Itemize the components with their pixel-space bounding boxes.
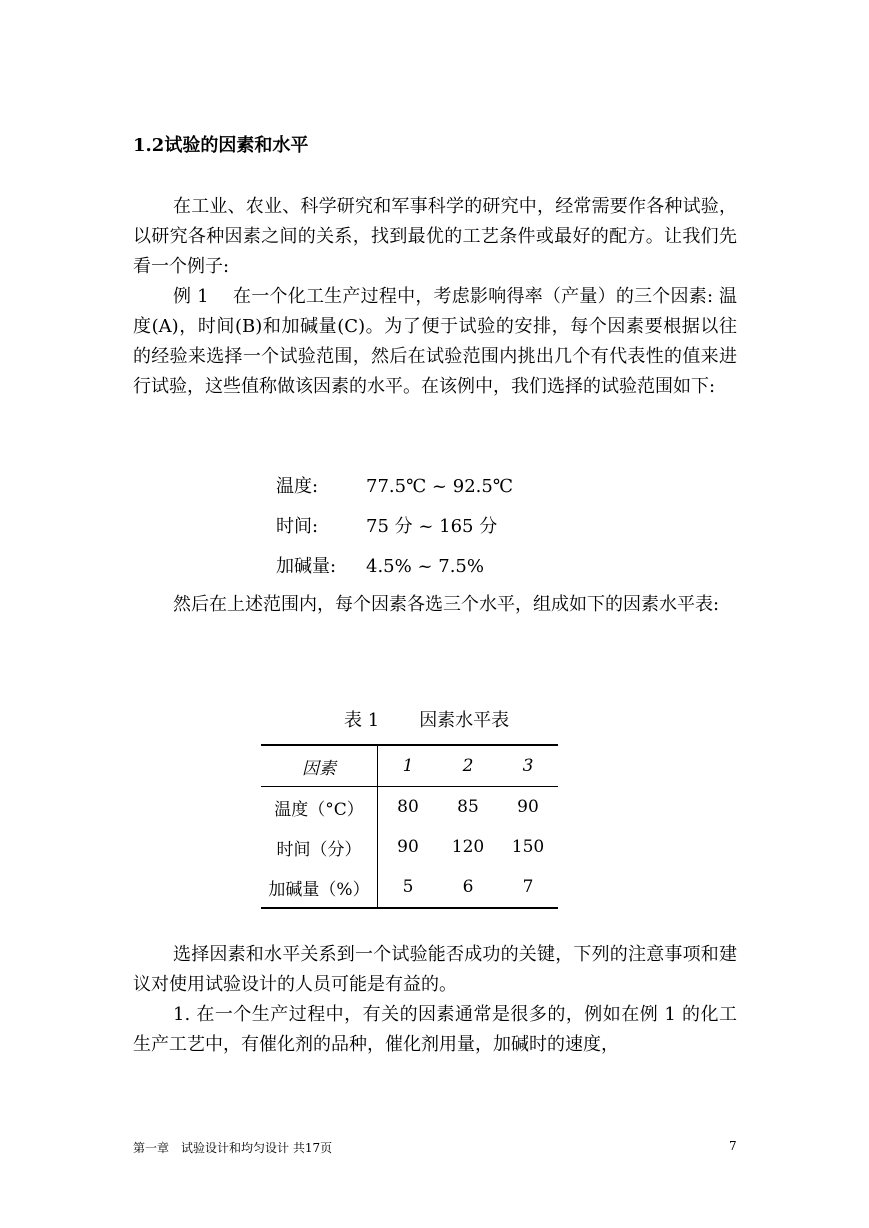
intro-paragraph-1: 在工业、农业、科学研究和军事科学的研究中，经常需要作各种试验，以研究各种因素之间的关系，找到最优的工艺条件或最好的配方。让我们先看一个例子: <box>133 196 737 277</box>
table-cell: 加碱量（%） <box>261 867 378 908</box>
table-row <box>261 787 558 828</box>
range-row <box>276 472 513 498</box>
table-cell: 温度（°C） <box>261 787 378 828</box>
footer-page-number: 7 <box>729 1139 737 1153</box>
table-cell: 90 <box>517 797 539 817</box>
after-ranges-text <box>133 590 737 620</box>
range-value: 77.5℃ ~ 92.5℃ <box>366 476 513 497</box>
range-label: 加碱量: <box>276 556 337 577</box>
table-header-cell: 1 <box>378 745 439 787</box>
table-cell: 5 <box>402 877 414 897</box>
table-cell: 90 <box>397 837 419 857</box>
table-caption-number: 表 1 <box>344 710 380 731</box>
table-cell: 150 <box>511 837 545 857</box>
after-ranges-paragraph: 然后在上述范围内，每个因素各选三个水平，组成如下的因素水平表: <box>173 594 720 615</box>
table-cell: 120 <box>451 837 485 857</box>
table-row <box>261 867 558 908</box>
after-table-paragraph-1: 选择因素和水平关系到一个试验能否成功的关键，下列的注意事项和建议对使用试验设计的人员可能是有益的。 <box>133 944 737 995</box>
table-caption <box>344 706 509 732</box>
section-heading: 1.2试验的因素和水平 <box>133 135 309 156</box>
after-table-text <box>133 940 737 1060</box>
factor-level-table <box>261 744 558 909</box>
table-header-cell: 3 <box>498 745 558 787</box>
range-label: 温度: <box>276 476 319 497</box>
table-cell: 7 <box>522 877 534 897</box>
after-table-paragraph-2: 1. 在一个生产过程中，有关的因素通常是很多的，例如在例 1 的化工生产工艺中，有催化剂的品种，催化剂用量，加碱时的速度， <box>133 1004 737 1055</box>
table-cell: 6 <box>462 877 474 897</box>
table-row <box>261 827 558 867</box>
table-header-cell: 因素 <box>261 745 378 787</box>
table-caption-title: 因素水平表 <box>419 710 510 731</box>
footer-chapter-title: 第一章 试验设计和均匀设计 共17页 <box>133 1141 333 1155</box>
table-cell: 85 <box>457 797 479 817</box>
intro-text <box>133 192 737 402</box>
range-label: 时间: <box>276 516 319 537</box>
range-value: 4.5% ~ 7.5% <box>366 556 484 577</box>
example-1-paragraph: 例 1 在一个化工生产过程中，考虑影响得率（产量）的三个因素: 温度(A)，时间(B)和加碱量(C)。为了便于试验的安排，每个因素要根据以往的经验来选择一个试验范围，然后在试验范围内挑出几个有代表性的值来进行试验，这些值称做该因素的水平。在该例中，我们选择的试验范围如下: <box>133 286 737 397</box>
table-cell: 时间（分） <box>261 827 378 867</box>
range-row <box>276 512 497 538</box>
table-header-cell: 2 <box>438 745 498 787</box>
range-value: 75 分 ~ 165 分 <box>366 516 498 537</box>
table-header-row <box>261 745 558 787</box>
range-row <box>276 552 484 578</box>
table-cell: 80 <box>397 797 419 817</box>
